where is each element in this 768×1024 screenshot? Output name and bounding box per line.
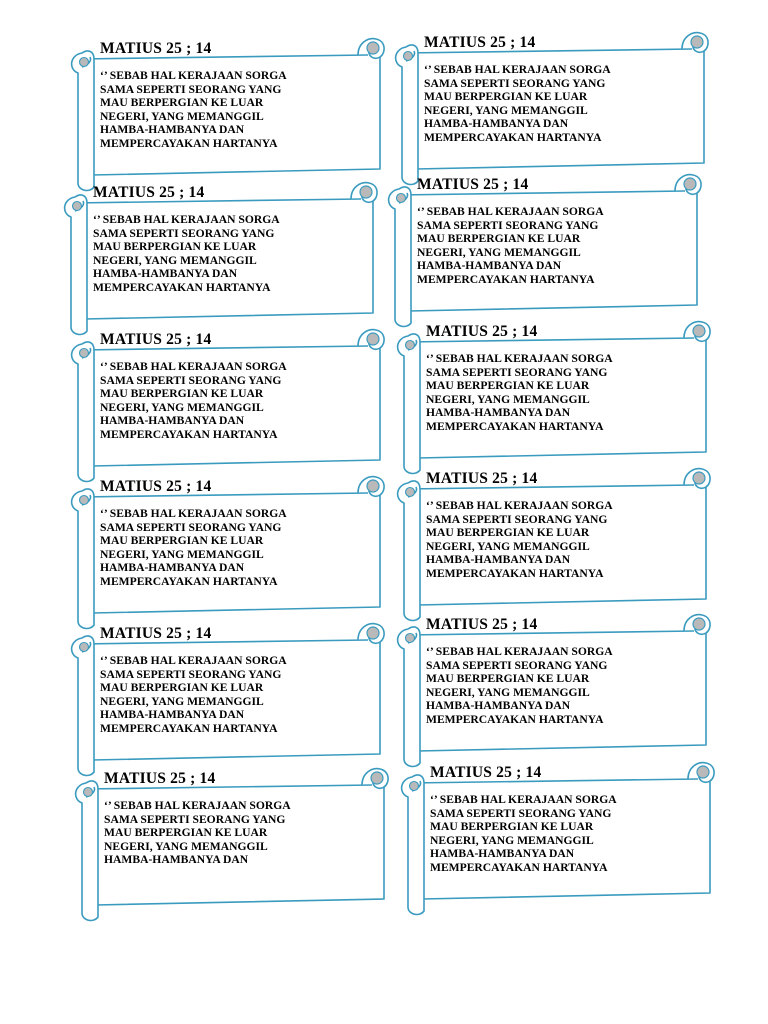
verse-line: SAMA SEPERTI SEORANG YANG [93,226,275,240]
verse-line: NEGERI, YANG MEMANGGIL [100,547,264,561]
verse-line: MAU BERPERGIAN KE LUAR [100,534,264,548]
scroll-card [394,613,714,753]
verse-line: MEMPERCAYAKAN HARTANYA [424,130,602,143]
verse-line: SAMA SEPERTI SEORANG YANG [426,658,608,672]
verse-text [417,205,689,285]
verse-line: MAU BERPERGIAN KE LUAR [426,379,590,393]
verse-line: MAU BERPERGIAN KE LUAR [424,90,588,104]
verse-line: NEGERI, YANG MEMANGGIL [430,833,594,847]
verse-line: MEMPERCAYAKAN HARTANYA [100,574,278,587]
verse-line: MAU BERPERGIAN KE LUAR [100,681,264,695]
verse-line: MEMPERCAYAKAN HARTANYA [93,280,271,293]
verse-reference: MATIUS 25 ; 14 [100,478,212,495]
verse-line: ‘’ SEBAB HAL KERAJAAN SORGA [426,645,613,658]
verse-line: NEGERI, YANG MEMANGGIL [100,694,264,708]
verse-reference: MATIUS 25 ; 14 [104,770,216,787]
verse-line: NEGERI, YANG MEMANGGIL [417,245,581,259]
verse-line: NEGERI, YANG MEMANGGIL [100,109,264,123]
verse-line: ‘’ SEBAB HAL KERAJAAN SORGA [100,360,287,373]
verse-reference: MATIUS 25 ; 14 [426,470,538,487]
verse-text [426,352,698,432]
verse-reference: MATIUS 25 ; 14 [424,34,536,51]
verse-line: MAU BERPERGIAN KE LUAR [426,526,590,540]
verse-line: MEMPERCAYAKAN HARTANYA [426,419,604,432]
scroll-card [394,467,714,607]
verse-line: SAMA SEPERTI SEORANG YANG [100,520,282,534]
verse-line: HAMBA-HAMBANYA DAN [426,699,571,713]
verse-line: HAMBA-HAMBANYA DAN [100,561,245,575]
verse-text [100,507,372,587]
verse-line: ‘’ SEBAB HAL KERAJAAN SORGA [100,69,287,82]
verse-reference: MATIUS 25 ; 14 [417,176,529,193]
verse-line: ‘’ SEBAB HAL KERAJAAN SORGA [424,63,611,76]
scroll-card [68,622,388,762]
verse-line: SAMA SEPERTI SEORANG YANG [426,512,608,526]
verse-line: SAMA SEPERTI SEORANG YANG [417,218,599,232]
verse-reference: MATIUS 25 ; 14 [426,323,538,340]
verse-text [100,69,372,149]
verse-text [426,499,698,579]
verse-line: ‘’ SEBAB HAL KERAJAAN SORGA [430,793,617,806]
verse-line: HAMBA-HAMBANYA DAN [100,414,245,428]
verse-line: SAMA SEPERTI SEORANG YANG [100,82,282,96]
verse-text [430,793,702,873]
scroll-card [68,37,388,177]
scroll-card [394,320,714,460]
verse-reference: MATIUS 25 ; 14 [93,184,205,201]
verse-line: HAMBA-HAMBANYA DAN [93,267,238,281]
verse-line: SAMA SEPERTI SEORANG YANG [100,667,282,681]
verse-reference: MATIUS 25 ; 14 [100,331,212,348]
verse-line: NEGERI, YANG MEMANGGIL [100,400,264,414]
verse-line: ‘’ SEBAB HAL KERAJAAN SORGA [417,205,604,218]
scroll-card [72,767,392,907]
verse-line: HAMBA-HAMBANYA DAN [100,708,245,722]
verse-line: NEGERI, YANG MEMANGGIL [426,685,590,699]
verse-line: NEGERI, YANG MEMANGGIL [426,392,590,406]
verse-line: ‘’ SEBAB HAL KERAJAAN SORGA [100,507,287,520]
verse-line: MEMPERCAYAKAN HARTANYA [100,721,278,734]
verse-line: SAMA SEPERTI SEORANG YANG [100,373,282,387]
verse-reference: MATIUS 25 ; 14 [100,625,212,642]
verse-line: ‘’ SEBAB HAL KERAJAAN SORGA [93,213,280,226]
verse-line: MAU BERPERGIAN KE LUAR [100,96,264,110]
verse-line: HAMBA-HAMBANYA DAN [417,259,562,273]
verse-line: HAMBA-HAMBANYA DAN [104,853,249,867]
scroll-card [392,31,712,171]
verse-line: HAMBA-HAMBANYA DAN [430,847,575,861]
verse-line: MAU BERPERGIAN KE LUAR [100,387,264,401]
verse-line: SAMA SEPERTI SEORANG YANG [426,365,608,379]
verse-line: MEMPERCAYAKAN HARTANYA [417,272,595,285]
verse-line: SAMA SEPERTI SEORANG YANG [430,806,612,820]
verse-text [426,645,698,725]
verse-line: HAMBA-HAMBANYA DAN [426,406,571,420]
verse-line: MAU BERPERGIAN KE LUAR [430,820,594,834]
verse-line: ‘’ SEBAB HAL KERAJAAN SORGA [100,654,287,667]
verse-text [100,360,372,440]
verse-reference: MATIUS 25 ; 14 [430,764,542,781]
verse-line: NEGERI, YANG MEMANGGIL [426,539,590,553]
verse-line: MAU BERPERGIAN KE LUAR [93,240,257,254]
verse-line: HAMBA-HAMBANYA DAN [424,117,569,131]
scroll-card [398,761,718,901]
verse-line: ‘’ SEBAB HAL KERAJAAN SORGA [426,499,613,512]
verse-line: HAMBA-HAMBANYA DAN [100,123,245,137]
verse-reference: MATIUS 25 ; 14 [100,40,212,57]
verse-line: MEMPERCAYAKAN HARTANYA [426,712,604,725]
verse-text [100,654,372,734]
verse-line: SAMA SEPERTI SEORANG YANG [104,812,286,826]
verse-line: MEMPERCAYAKAN HARTANYA [100,427,278,440]
verse-line: MAU BERPERGIAN KE LUAR [417,232,581,246]
verse-line: MEMPERCAYAKAN HARTANYA [100,136,278,149]
verse-line: MAU BERPERGIAN KE LUAR [104,826,268,840]
verse-reference: MATIUS 25 ; 14 [426,616,538,633]
verse-line: NEGERI, YANG MEMANGGIL [93,253,257,267]
verse-line: MAU BERPERGIAN KE LUAR [426,672,590,686]
verse-line: MEMPERCAYAKAN HARTANYA [426,566,604,579]
scroll-card [68,475,388,615]
verse-text [104,799,376,879]
verse-line: NEGERI, YANG MEMANGGIL [104,839,268,853]
verse-text [93,213,365,293]
verse-line: MEMPERCAYAKAN HARTANYA [430,860,608,873]
verse-line: SAMA SEPERTI SEORANG YANG [424,76,606,90]
scroll-card [385,173,705,313]
verse-text [424,63,696,143]
verse-line: ‘’ SEBAB HAL KERAJAAN SORGA [426,352,613,365]
scroll-card [68,328,388,468]
verse-line: NEGERI, YANG MEMANGGIL [424,103,588,117]
verse-line: ‘’ SEBAB HAL KERAJAAN SORGA [104,799,291,812]
scroll-card [61,181,381,321]
verse-line: HAMBA-HAMBANYA DAN [426,553,571,567]
